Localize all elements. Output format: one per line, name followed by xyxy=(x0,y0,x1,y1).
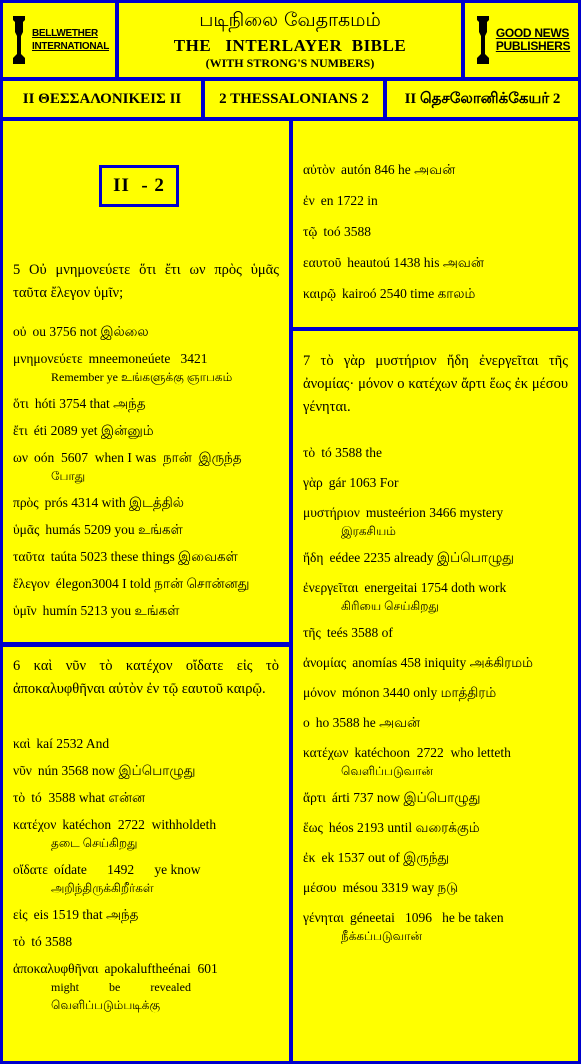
word-entry: ων oón 5607 when I was நான் இருந்த போது xyxy=(13,450,242,483)
word-entry: ο ho 3588 he அவன் xyxy=(303,715,421,730)
book-english: 2 THESSALONIANS 2 xyxy=(205,81,383,117)
word-entry: ὑμᾶς humás 5209 you உங்கள் xyxy=(13,522,183,537)
word-entry: οὐ ou 3756 not இல்லை xyxy=(13,324,149,339)
book-greek: ΙΙ ΘΕΣΣΑΛΟΝΙΚΕΙΣ ΙΙ xyxy=(3,81,201,117)
chalice-icon xyxy=(473,14,493,66)
word-entry: ὑμῖν humín 5213 you உங்கள் xyxy=(13,603,180,618)
word-entry: μέσου mésou 3319 way நடு xyxy=(303,880,459,895)
word-entry: καὶ kaí 2532 And xyxy=(13,736,110,751)
word-entry: ἐν en 1722 in xyxy=(303,193,378,208)
right-logo-line2: PUBLISHERS xyxy=(495,39,571,53)
word-entry: κατέχων katéchoon 2722 who letteth வெளிப்படுவான் xyxy=(303,745,511,778)
word-entry: κατέχον katéchon 2722 withholdeth தடை செய்கிறது xyxy=(13,817,217,850)
word-entry: γένηται géneetai 1096 he be taken நீக்கப்படுவான் xyxy=(303,910,504,943)
word-entry: νῦν nún 3568 now இப்பொழுது xyxy=(13,763,196,778)
word-entry: τῷ toó 3588 xyxy=(303,224,371,239)
word-entry: τὸ tó 3588 what என்ன xyxy=(13,790,146,805)
word-entry: τὸ tó 3588 the xyxy=(303,445,382,460)
verse7-panel xyxy=(293,331,578,1061)
word-entry: μυστήριον musteérion 3466 mystery இரகசியம் xyxy=(303,505,504,538)
word-entry: οἴδατε oídate 1492 ye know அறிந்திருக்கிறீர்கள் xyxy=(13,862,201,895)
verse5-panel xyxy=(3,121,289,642)
title-english: THE INTERLAYER BIBLE xyxy=(173,36,407,55)
book-tamil: II தெசலோனிக்கேயர் 2 xyxy=(387,81,578,117)
word-entry: ἄρτι árti 737 now இப்பொழுது xyxy=(303,790,481,805)
word-entry: ἀποκαλυφθῆναι apokaluftheénai 601 might be revealed வெளிப்படும்படிக்கு xyxy=(13,961,218,1012)
chapter-label: II - 2 xyxy=(99,165,179,207)
title-tamil: படிநிலை வேதாகமம் xyxy=(199,9,381,31)
word-entry: πρὸς prós 4314 with இடத்தில் xyxy=(13,495,184,510)
word-entry: εαυτοῦ heautoú 1438 his அவன் xyxy=(303,255,484,270)
verse7-entries xyxy=(303,444,568,954)
title-block xyxy=(119,3,461,77)
verse5-text: 5 Οὐ μνημονεύετε ὅτι ἔτι ων πρὸς ὑμᾶς ταῦτα ἔλεγον ὑμῖν; xyxy=(13,262,279,301)
title-subtitle: (WITH STRONG'S NUMBERS) xyxy=(205,56,375,70)
word-entry: ἀνομίας anomías 458 iniquity அக்கிரமம் xyxy=(303,655,533,670)
word-entry: ἔτι éti 2089 yet இன்னும் xyxy=(13,423,154,438)
word-entry: ἐνεργεῖται energeitai 1754 doth work கிரியை செய்கிறது xyxy=(303,580,507,613)
word-entry: αὐτὸν autón 846 he அவன் xyxy=(303,162,456,177)
word-entry: ἤδη eédee 2235 already இப்பொழுது xyxy=(303,550,514,565)
word-entry: ὅτι hóti 3754 that அந்த xyxy=(13,396,146,411)
word-entry: ταῦτα taúta 5023 these things இவைகள் xyxy=(13,549,238,564)
word-entry: ἔλεγον élegon3004 I told நான் சொன்னது xyxy=(13,576,250,591)
word-entry: μνημονεύετε mneemoneúete 3421 Remember ye உங்களுக்கு ஞாபகம் xyxy=(13,351,233,384)
bellwether-logo xyxy=(3,3,115,77)
left-logo-line1: BELLWETHER xyxy=(31,28,98,39)
verse5-entries xyxy=(13,323,279,629)
word-entry: εἰς eis 1519 that அந்த xyxy=(13,907,139,922)
word-entry: ἐκ ek 1537 out of இருந்து xyxy=(303,850,450,865)
left-logo-line2: INTERNATIONAL xyxy=(31,41,110,52)
verse7-text: 7 τὸ γὰρ μυστήριον ἤδη ἐνεργεῖται τῆς ἀνομίας· μόνον ο κατέχων ἄρτι ἕως ἐκ μέσου γένηται. xyxy=(303,353,568,415)
word-entry: καιρῷ kairoó 2540 time காலம் xyxy=(303,286,476,301)
verse6-entries xyxy=(13,735,279,1023)
verse6-panel xyxy=(3,647,289,1061)
word-entry: τὸ tó 3588 xyxy=(13,934,73,949)
right-logo-line1: GOOD NEWS xyxy=(495,26,570,40)
word-entry: ἕως héos 2193 until வரைக்கும் xyxy=(303,820,480,835)
word-entry: τῆς teés 3588 of xyxy=(303,625,393,640)
verse6-text: 6 καὶ νῦν τὸ κατέχον οἴδατε εἰς τὸ ἀποκαλυφθῆναι αὐτὸν ἐν τῷ εαυτοῦ καιρῷ. xyxy=(13,658,279,697)
chalice-icon xyxy=(9,14,29,66)
word-entry: μόνον mónon 3440 only மாத்திரம் xyxy=(303,685,497,700)
word-entry: γὰρ gár 1063 For xyxy=(303,475,399,490)
verse6-cont-panel xyxy=(293,121,578,327)
good-news-logo xyxy=(465,3,578,77)
verse6-cont-entries xyxy=(303,161,568,316)
